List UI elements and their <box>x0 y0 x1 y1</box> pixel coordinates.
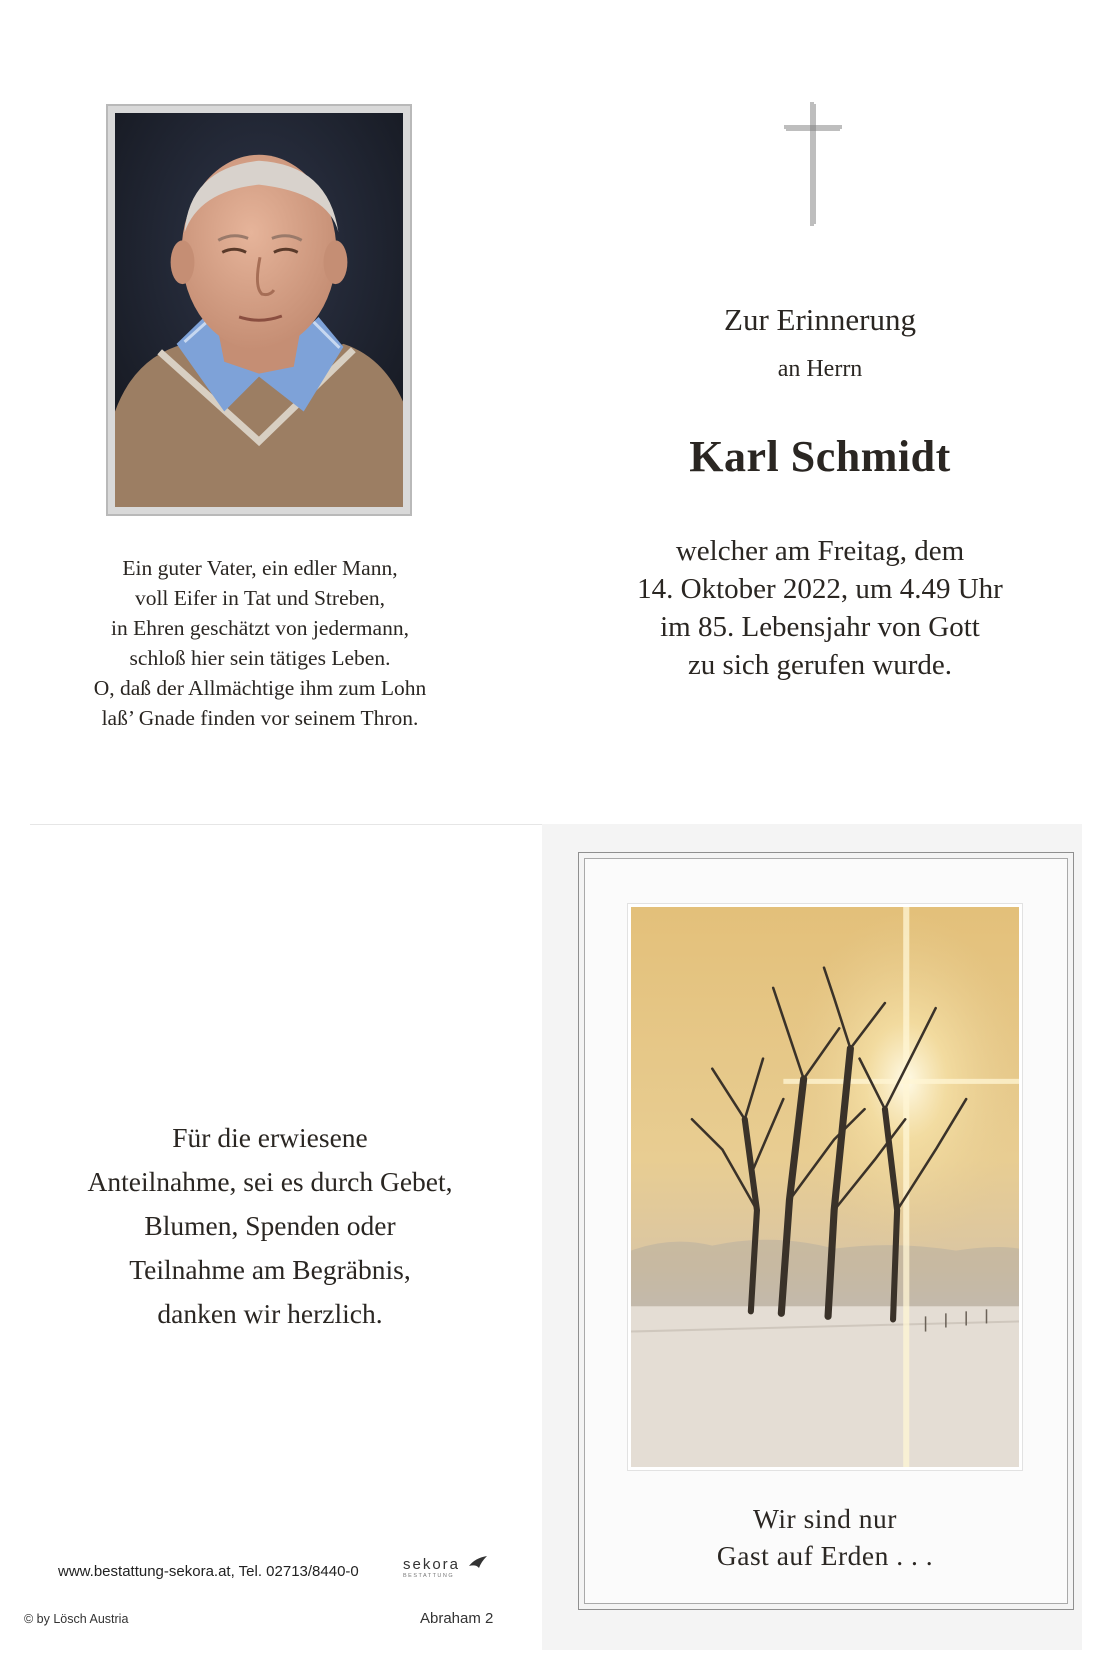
copyright-notice: © by Lösch Austria <box>24 1612 129 1626</box>
portrait-image <box>115 113 403 507</box>
poem-line: in Ehren geschätzt von jedermann, <box>111 616 409 640</box>
poem-line: laß’ Gnade finden vor seinem Thron. <box>101 706 419 730</box>
motto-line: Wir sind nur <box>753 1503 897 1534</box>
death-notice-line: 14. Oktober 2022, um 4.49 Uhr <box>637 573 1003 605</box>
poem-line: voll Eifer in Tat und Streben, <box>134 586 386 610</box>
death-notice-line: welcher am Freitag, dem <box>675 535 965 567</box>
poem-line: schloß hier sein tätiges Leben. <box>129 646 391 670</box>
thanks-line: Blumen, Spenden oder <box>144 1210 396 1241</box>
thanks-line: danken wir herzlich. <box>157 1298 383 1329</box>
motto-text <box>600 1500 1050 1574</box>
death-notice-line: zu sich gerufen wurde. <box>687 649 953 681</box>
death-notice <box>600 532 1040 684</box>
poem-line: Ein guter Vater, ein edler Mann, <box>122 556 398 580</box>
thanks-line: Anteilnahme, sei es durch Gebet, <box>87 1166 453 1197</box>
thanks-line: Für die erwiesene <box>172 1122 368 1153</box>
deceased-name: Karl Schmidt <box>689 432 951 481</box>
brand-subtitle: BESTATTUNG <box>403 1573 455 1579</box>
memorial-poem <box>60 553 460 733</box>
funeral-home-contact: www.bestattung-sekora.at, Tel. 02713/8440-0 <box>58 1563 359 1580</box>
cross-icon <box>782 100 844 228</box>
bird-icon <box>467 1554 489 1570</box>
brand-name: sekora <box>403 1556 461 1573</box>
motto-line: Gast auf Erden . . . <box>716 1540 934 1571</box>
intro-heading: Zur Erinnerung <box>724 302 916 337</box>
poem-line: O, daß der Allmächtige ihm zum Lohn <box>93 676 427 700</box>
thanks-line: Teilnahme am Begräbnis, <box>129 1254 411 1285</box>
thanks-text <box>70 1116 470 1336</box>
winter-landscape-image <box>628 904 1022 1470</box>
sekora-logo <box>403 1556 493 1586</box>
landscape-scene <box>631 907 1019 1467</box>
card-model: Abraham 2 <box>420 1610 494 1627</box>
death-notice-line: im 85. Lebensjahr von Gott <box>660 611 980 643</box>
portrait-photo <box>106 104 412 516</box>
salutation: an Herrn <box>777 356 863 382</box>
